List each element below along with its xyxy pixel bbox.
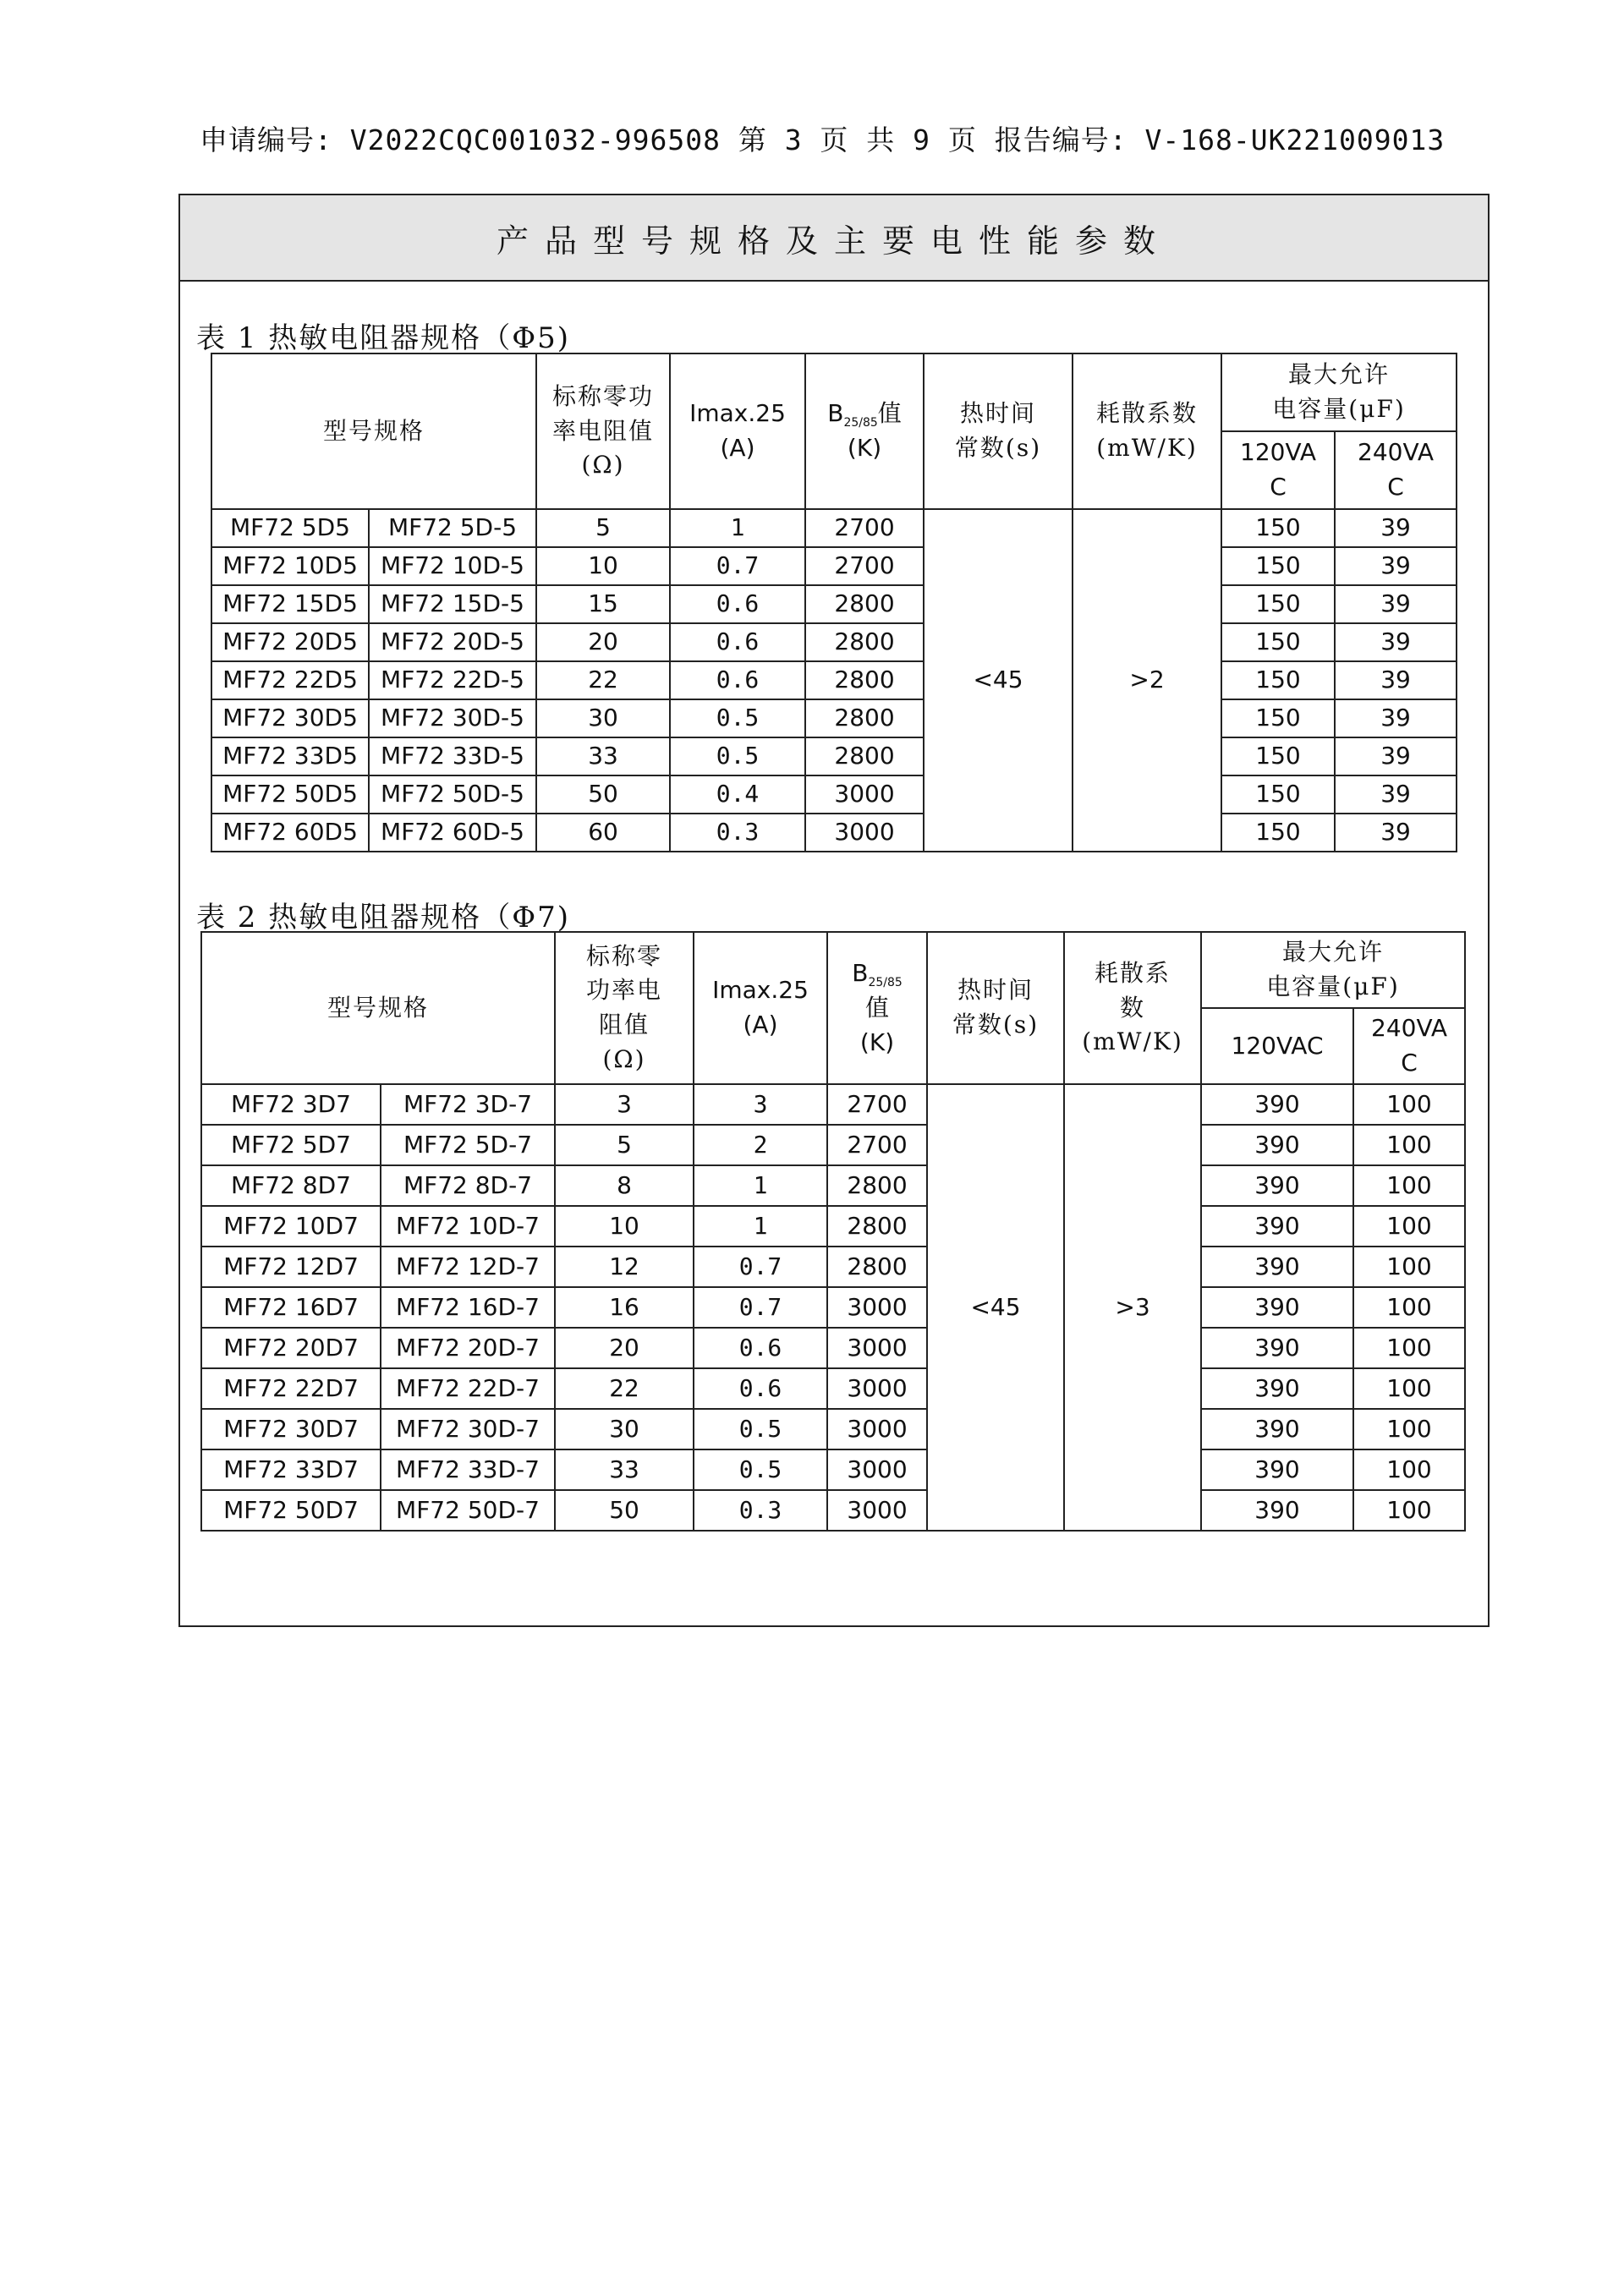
table-row: [211, 509, 1457, 547]
resistance-cell: 16: [555, 1287, 694, 1328]
imax-cell: 0.5: [670, 699, 805, 737]
header-resistance-line1: 标称零: [586, 941, 663, 970]
resistance-cell: 5: [555, 1125, 694, 1165]
imax-cell: 0.7: [670, 547, 805, 585]
cap-240-cell: 100: [1353, 1287, 1465, 1328]
header-240-line2: C: [1401, 1049, 1418, 1077]
cap-120-cell: 150: [1221, 814, 1335, 852]
model-name-cell: MF72 8D-7: [381, 1165, 555, 1206]
cap-240-cell: 39: [1335, 775, 1457, 814]
resistance-cell: 60: [536, 814, 670, 852]
cap-120-cell: 390: [1201, 1125, 1353, 1165]
header-resistance-line1: 标称零功: [552, 382, 655, 411]
cap-120-cell: 150: [1221, 547, 1335, 585]
imax-cell: 0.6: [694, 1328, 827, 1368]
resistance-cell: 5: [536, 509, 670, 547]
b-value-cell: 2700: [805, 509, 924, 547]
header-tau-line2: 常数(s): [952, 1011, 1040, 1038]
header-max-capacitance: [1221, 353, 1457, 431]
imax-cell: 0.6: [670, 585, 805, 623]
table-row: [201, 1490, 1465, 1531]
resistance-cell: 50: [536, 775, 670, 814]
model-code-cell: MF72 10D5: [211, 547, 369, 585]
b-value-cell: 2700: [827, 1125, 927, 1165]
resistance-cell: 10: [536, 547, 670, 585]
imax-cell: 0.5: [670, 737, 805, 775]
header-240vac: [1353, 1008, 1465, 1084]
imax-cell: 0.4: [670, 775, 805, 814]
model-name-cell: MF72 33D-7: [381, 1449, 555, 1490]
thermal-time-cell: <45: [924, 509, 1073, 852]
b-value-cell: 3000: [805, 814, 924, 852]
table-row: [211, 547, 1457, 585]
header-240-line2: C: [1387, 473, 1404, 501]
imax-cell: 3: [694, 1084, 827, 1125]
model-code-cell: MF72 10D7: [201, 1206, 381, 1247]
resistance-cell: 22: [536, 661, 670, 699]
header-imax-unit: (A): [720, 434, 755, 462]
model-name-cell: MF72 50D-7: [381, 1490, 555, 1531]
header-b-prefix: B: [827, 399, 844, 428]
cap-240-cell: 100: [1353, 1125, 1465, 1165]
model-name-cell: MF72 10D-7: [381, 1206, 555, 1247]
b-value-cell: 2800: [827, 1247, 927, 1287]
cap-240-cell: 39: [1335, 699, 1457, 737]
imax-cell: 0.6: [670, 661, 805, 699]
header-120vac: [1221, 431, 1335, 509]
b-value-cell: 3000: [827, 1490, 927, 1531]
b-value-cell: 3000: [827, 1368, 927, 1409]
b-value-cell: 2800: [805, 623, 924, 661]
cap-240-cell: 100: [1353, 1165, 1465, 1206]
header-120-line1: 120VA: [1240, 438, 1316, 467]
cap-120-cell: 390: [1201, 1084, 1353, 1125]
table1-thermistor-phi5: [211, 353, 1457, 852]
cap-240-cell: 100: [1353, 1409, 1465, 1449]
model-name-cell: MF72 22D-5: [369, 661, 536, 699]
table-row: [201, 1084, 1465, 1125]
b-value-cell: 2800: [805, 737, 924, 775]
model-name-cell: MF72 10D-5: [369, 547, 536, 585]
resistance-cell: 10: [555, 1206, 694, 1247]
model-code-cell: MF72 12D7: [201, 1247, 381, 1287]
header-resistance: [536, 353, 670, 509]
cap-240-cell: 100: [1353, 1247, 1465, 1287]
table-row: [201, 1368, 1465, 1409]
cap-120-cell: 390: [1201, 1368, 1353, 1409]
header-model: 型号规格: [211, 353, 536, 509]
cap-240-cell: 39: [1335, 737, 1457, 775]
header-resistance-line2: 功率电: [586, 976, 663, 1005]
header-diss-line1: 耗散系: [1095, 959, 1171, 988]
cap-120-cell: 390: [1201, 1287, 1353, 1328]
cap-240-cell: 100: [1353, 1490, 1465, 1531]
resistance-cell: 30: [536, 699, 670, 737]
cap-120-cell: 150: [1221, 699, 1335, 737]
resistance-cell: 20: [555, 1328, 694, 1368]
imax-cell: 0.3: [670, 814, 805, 852]
header-diss-line1: 耗散系数: [1096, 399, 1199, 428]
header-resistance-line3: 阻值: [599, 1011, 650, 1038]
header-120vac: 120VAC: [1201, 1008, 1353, 1084]
model-code-cell: MF72 5D5: [211, 509, 369, 547]
model-name-cell: MF72 3D-7: [381, 1084, 555, 1125]
model-code-cell: MF72 33D5: [211, 737, 369, 775]
header-resistance-line2: 率电阻值: [552, 416, 655, 445]
table-row: [201, 1409, 1465, 1449]
table-row: [211, 737, 1457, 775]
header-diss-line2: (mW/K): [1096, 434, 1198, 462]
b-value-cell: 3000: [827, 1287, 927, 1328]
cap-120-cell: 150: [1221, 661, 1335, 699]
cap-240-cell: 100: [1353, 1084, 1465, 1125]
model-name-cell: MF72 12D-7: [381, 1247, 555, 1287]
b-value-cell: 3000: [805, 775, 924, 814]
header-dissipation: [1064, 932, 1201, 1084]
table-row: [201, 1165, 1465, 1206]
model-name-cell: MF72 50D-5: [369, 775, 536, 814]
model-code-cell: MF72 3D7: [201, 1084, 381, 1125]
cap-240-cell: 39: [1335, 547, 1457, 585]
cap-240-cell: 100: [1353, 1206, 1465, 1247]
header-b-suffix: 值: [877, 399, 902, 428]
cap-120-cell: 150: [1221, 737, 1335, 775]
imax-cell: 1: [670, 509, 805, 547]
cap-120-cell: 390: [1201, 1165, 1353, 1206]
header-b-line2: 值: [865, 994, 890, 1022]
b-value-cell: 3000: [827, 1328, 927, 1368]
table-row: [211, 814, 1457, 852]
table-row: [201, 1449, 1465, 1490]
model-code-cell: MF72 15D5: [211, 585, 369, 623]
header-tau-line1: 热时间: [957, 976, 1034, 1005]
table-row: [201, 1287, 1465, 1328]
cap-240-cell: 39: [1335, 585, 1457, 623]
cap-240-cell: 39: [1335, 814, 1457, 852]
model-code-cell: MF72 50D5: [211, 775, 369, 814]
imax-cell: 1: [694, 1206, 827, 1247]
resistance-cell: 50: [555, 1490, 694, 1531]
cap-240-cell: 39: [1335, 509, 1457, 547]
header-diss-line2: 数: [1120, 993, 1146, 1022]
header-b-unit: (K): [847, 434, 882, 463]
header-resistance-unit: (Ω): [602, 1044, 646, 1073]
header-b-value: [827, 932, 927, 1084]
imax-cell: 1: [694, 1165, 827, 1206]
header-model: 型号规格: [201, 932, 555, 1084]
table-row: [201, 1247, 1465, 1287]
imax-cell: 0.5: [694, 1449, 827, 1490]
page-header: 申请编号: V2022CQC001032-996508 第 3 页 共 9 页 报告编号: V-168-UK221009013: [200, 123, 1446, 156]
model-name-cell: MF72 60D-5: [369, 814, 536, 852]
resistance-cell: 33: [555, 1449, 694, 1490]
table-row: [211, 699, 1457, 737]
header-240vac: [1335, 431, 1457, 509]
header-tau-line1: 热时间: [960, 399, 1037, 428]
resistance-cell: 30: [555, 1409, 694, 1449]
cap-120-cell: 390: [1201, 1247, 1353, 1287]
model-code-cell: MF72 22D7: [201, 1368, 381, 1409]
cap-120-cell: 150: [1221, 623, 1335, 661]
table-row: [211, 585, 1457, 623]
model-code-cell: MF72 60D5: [211, 814, 369, 852]
dissipation-cell: >2: [1073, 509, 1221, 852]
dissipation-cell: >3: [1064, 1084, 1201, 1531]
resistance-cell: 15: [536, 585, 670, 623]
b-value-cell: 3000: [827, 1409, 927, 1449]
cap-240-cell: 100: [1353, 1449, 1465, 1490]
b-value-cell: 2800: [805, 585, 924, 623]
header-240-line1: 240VA: [1358, 438, 1434, 467]
header-cap-line2: 电容量(μF): [1272, 395, 1406, 423]
header-cap-line1: 最大允许: [1282, 938, 1385, 967]
model-code-cell: MF72 22D5: [211, 661, 369, 699]
cap-240-cell: 100: [1353, 1368, 1465, 1409]
header-thermal-time: [924, 353, 1073, 509]
header-max-capacitance: [1201, 932, 1465, 1008]
model-name-cell: MF72 5D-7: [381, 1125, 555, 1165]
header-cap-line1: 最大允许: [1288, 360, 1391, 389]
b-value-cell: 2800: [827, 1165, 927, 1206]
model-code-cell: MF72 8D7: [201, 1165, 381, 1206]
header-b-value: [805, 353, 924, 509]
cap-120-cell: 150: [1221, 775, 1335, 814]
model-code-cell: MF72 33D7: [201, 1449, 381, 1490]
header-imax: [670, 353, 805, 509]
cap-240-cell: 39: [1335, 623, 1457, 661]
header-120-line2: C: [1270, 473, 1287, 501]
header-dissipation: [1073, 353, 1221, 509]
table-row: [201, 1328, 1465, 1368]
header-resistance-unit: (Ω): [581, 451, 625, 479]
model-name-cell: MF72 5D-5: [369, 509, 536, 547]
header-b-prefix: B: [852, 958, 869, 987]
model-name-cell: MF72 30D-5: [369, 699, 536, 737]
imax-cell: 0.3: [694, 1490, 827, 1531]
cap-120-cell: 390: [1201, 1490, 1353, 1531]
b-value-cell: 2700: [827, 1084, 927, 1125]
header-imax-unit: (A): [743, 1011, 778, 1038]
header-resistance: [555, 932, 694, 1084]
model-name-cell: MF72 33D-5: [369, 737, 536, 775]
imax-cell: 0.7: [694, 1247, 827, 1287]
cap-120-cell: 390: [1201, 1449, 1353, 1490]
header-b-sub: 25/85: [843, 416, 878, 430]
table-row: [201, 1206, 1465, 1247]
model-name-cell: MF72 15D-5: [369, 585, 536, 623]
resistance-cell: 22: [555, 1368, 694, 1409]
resistance-cell: 12: [555, 1247, 694, 1287]
model-code-cell: MF72 30D5: [211, 699, 369, 737]
resistance-cell: 8: [555, 1165, 694, 1206]
cap-240-cell: 39: [1335, 661, 1457, 699]
model-code-cell: MF72 30D7: [201, 1409, 381, 1449]
model-name-cell: MF72 20D-5: [369, 623, 536, 661]
model-code-cell: MF72 20D5: [211, 623, 369, 661]
cap-120-cell: 390: [1201, 1409, 1353, 1449]
header-imax-line1: Imax.25: [689, 399, 786, 428]
model-code-cell: MF72 5D7: [201, 1125, 381, 1165]
model-name-cell: MF72 16D-7: [381, 1287, 555, 1328]
imax-cell: 0.7: [694, 1287, 827, 1328]
model-name-cell: MF72 20D-7: [381, 1328, 555, 1368]
resistance-cell: 20: [536, 623, 670, 661]
cap-120-cell: 150: [1221, 585, 1335, 623]
header-diss-line3: (mW/K): [1082, 1027, 1183, 1056]
b-value-cell: 2800: [805, 661, 924, 699]
header-b-unit: (K): [859, 1027, 895, 1056]
table-row: [211, 623, 1457, 661]
cap-120-cell: 150: [1221, 509, 1335, 547]
model-name-cell: MF72 22D-7: [381, 1368, 555, 1409]
imax-cell: 0.6: [670, 623, 805, 661]
imax-cell: 0.5: [694, 1409, 827, 1449]
table-row: [201, 1125, 1465, 1165]
header-240-line1: 240VA: [1371, 1014, 1447, 1043]
thermal-time-cell: <45: [927, 1084, 1064, 1531]
resistance-cell: 3: [555, 1084, 694, 1125]
table2-caption: 表 2 热敏电阻器规格（Φ7): [196, 901, 571, 934]
header-b-sub: 25/85: [868, 975, 903, 989]
header-thermal-time: [927, 932, 1064, 1084]
model-code-cell: MF72 20D7: [201, 1328, 381, 1368]
table-row: [211, 661, 1457, 699]
cap-120-cell: 390: [1201, 1328, 1353, 1368]
table-row: [211, 775, 1457, 814]
imax-cell: 2: [694, 1125, 827, 1165]
model-name-cell: MF72 30D-7: [381, 1409, 555, 1449]
imax-cell: 0.6: [694, 1368, 827, 1409]
header-cap-line2: 电容量(μF): [1266, 973, 1400, 1000]
b-value-cell: 3000: [827, 1449, 927, 1490]
cap-120-cell: 390: [1201, 1206, 1353, 1247]
header-imax: [694, 932, 827, 1084]
b-value-cell: 2800: [827, 1206, 927, 1247]
header-tau-line2: 常数(s): [954, 434, 1042, 462]
b-value-cell: 2800: [805, 699, 924, 737]
model-code-cell: MF72 16D7: [201, 1287, 381, 1328]
table1-caption: 表 1 热敏电阻器规格（Φ5): [196, 321, 571, 355]
section-title: 产品型号规格及主要电性能参数: [180, 195, 1488, 282]
cap-240-cell: 100: [1353, 1328, 1465, 1368]
resistance-cell: 33: [536, 737, 670, 775]
model-code-cell: MF72 50D7: [201, 1490, 381, 1531]
table2-thermistor-phi7: [200, 931, 1466, 1532]
header-imax-line1: Imax.25: [712, 976, 809, 1005]
b-value-cell: 2700: [805, 547, 924, 585]
